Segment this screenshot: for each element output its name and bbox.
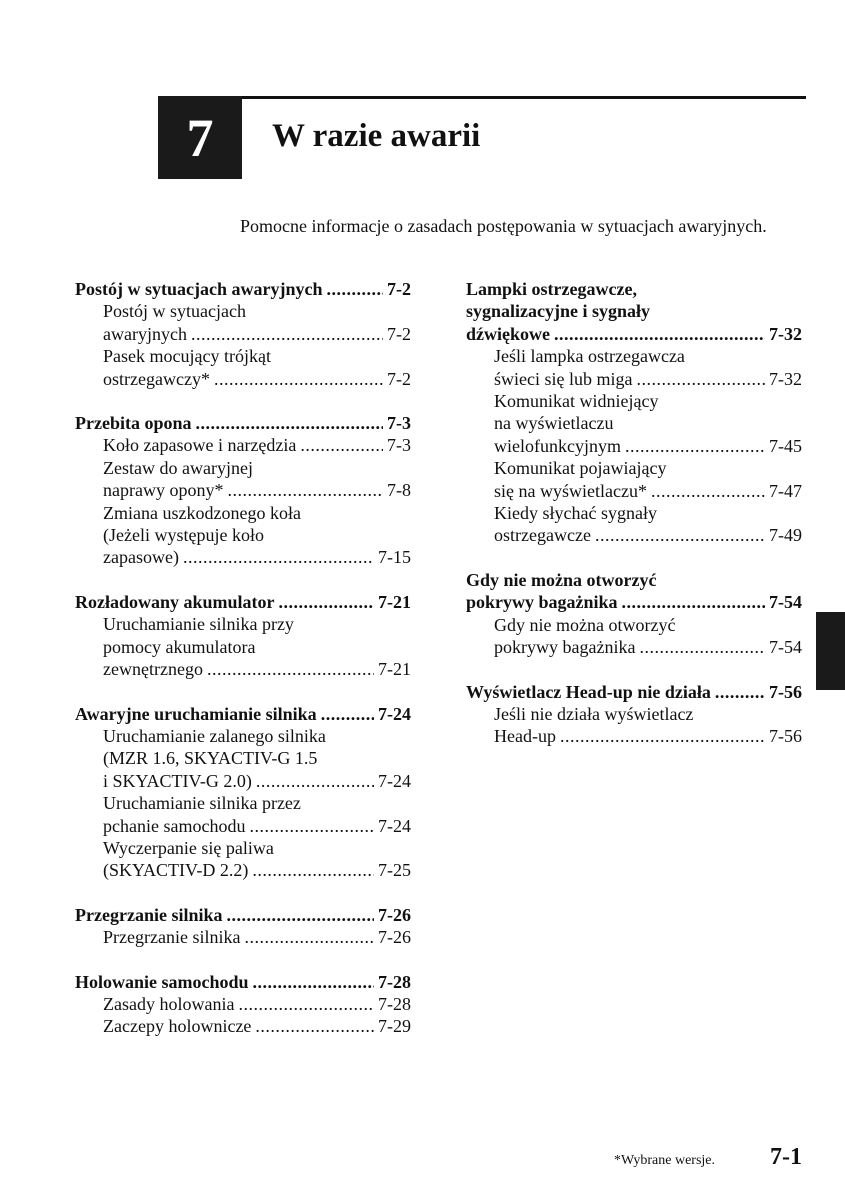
toc-heading-text: Holowanie samochodu [75,971,249,992]
toc-section [75,591,411,681]
toc-page-ref: 7-3 [387,435,411,456]
toc-entry-text: pokrywy bagażnika [494,637,636,658]
toc-section-heading [466,300,802,322]
toc-entry-text: Gdy nie można otworzyć [494,614,676,635]
toc-entry [75,792,411,814]
toc-section [75,703,411,882]
toc-heading-text: Gdy nie można otworzyć [466,569,657,590]
toc-leader-dots [321,703,374,725]
toc-entry-text: na wyświetlaczu [494,413,614,434]
toc-entry [466,368,802,390]
toc-entry [75,434,411,456]
toc-entry [466,703,802,725]
toc-entry [75,993,411,1015]
toc-entry-text: Zasady holowania [103,993,235,1014]
toc-entry-text: zewnętrznego [103,659,203,680]
toc-entry-text: Uruchamianie silnika przez [103,793,301,814]
toc-entry [466,524,802,546]
toc-page-ref: 7-2 [387,279,411,299]
chapter-header-rule [158,96,806,99]
toc-heading-text: sygnalizacyjne i sygnały [466,301,651,322]
toc-heading-text: Wyświetlacz Head-up nie działa [466,681,711,702]
toc-page-ref: 7-2 [387,368,411,389]
toc-page-ref: 7-54 [769,637,802,658]
toc-page-ref: 7-21 [378,659,411,680]
toc-section-heading [466,569,802,591]
toc-entry-text: pomocy akumulatora [103,636,256,657]
toc-section-heading [466,681,802,703]
toc-page-ref: 7-28 [378,993,411,1014]
toc-entry-text: Jeśli nie działa wyświetlacz [494,703,694,724]
toc-section-heading [75,591,411,613]
toc-entry-text: awaryjnych [103,323,187,344]
toc-section [466,569,802,659]
toc-entry-text: wielofunkcyjnym [494,435,621,456]
toc-entry [75,368,411,390]
toc-page-ref: 7-2 [387,323,411,344]
toc-section-heading [75,278,411,300]
toc-leader-dots [651,480,765,502]
toc-entry-text: Przegrzanie silnika [103,927,241,948]
toc-entry-text: naprawy opony* [103,480,224,501]
toc-leader-dots [227,479,383,501]
toc-leader-dots [183,546,374,568]
chapter-number-box [158,96,242,179]
toc-page-ref: 7-8 [387,480,411,501]
toc-entry-text: Uruchamianie zalanego silnika [103,725,326,746]
toc-entry [466,480,802,502]
toc-page-ref: 7-25 [378,860,411,881]
toc-leader-dots [253,971,374,993]
chapter-title: W razie awarii [272,118,481,154]
toc-entry-text: Komunikat widniejący [494,391,659,412]
toc-entry-text: Head-up [494,726,556,747]
toc-leader-dots [560,725,765,747]
toc-leader-dots [715,681,765,703]
toc-leader-dots [622,591,765,613]
toc-entry [75,725,411,747]
toc-section [466,681,802,748]
toc-entry-text: ostrzegawczy* [103,368,210,389]
toc-entry [75,770,411,792]
toc-entry-text: Jeśli lampka ostrzegawcza [494,346,685,367]
toc-entry [75,747,411,769]
toc-heading-text: pokrywy bagażnika [466,592,618,613]
toc-page-ref: 7-21 [378,591,411,612]
toc-entry [75,323,411,345]
footnote: *Wybrane wersje. [614,1153,716,1168]
toc-heading-text: dźwiękowe [466,323,550,344]
toc-entry-text: ostrzegawcze [494,525,591,546]
toc-entry [75,658,411,680]
toc-section [75,971,411,1038]
toc-heading-text: Postój w sytuacjach awaryjnych [75,279,323,299]
toc-leader-dots [226,904,374,926]
toc-page-ref: 7-56 [769,726,802,747]
toc-entry [466,390,802,412]
toc-section-heading [466,323,802,345]
toc-entry-text: Koło zapasowe i narzędzia [103,435,297,456]
toc-page-ref: 7-3 [387,413,411,434]
chapter-thumb-tab [816,612,845,690]
toc-page-ref: 7-45 [769,435,802,456]
toc-entry-text: i SKYACTIV-G 2.0) [103,770,252,791]
toc-entry-text: Zestaw do awaryjnej [103,457,253,478]
toc-entry-text: (SKYACTIV-D 2.2) [103,860,249,881]
toc-page-ref: 7-32 [769,368,802,389]
toc-entry-text: zapasowe) [103,547,179,568]
toc-entry [75,502,411,524]
toc-entry [75,546,411,568]
toc-entry [466,636,802,658]
toc-page-ref: 7-24 [378,815,411,836]
toc-leader-dots [244,926,374,948]
toc-leader-dots [238,993,374,1015]
toc-entry-text: (MZR 1.6, SKYACTIV-G 1.5 [103,748,318,769]
toc-leader-dots [214,368,383,390]
toc-heading-text: Awaryjne uruchamianie silnika [75,703,317,724]
toc-section [75,904,411,949]
toc-entry [75,859,411,881]
toc-entry-text: Komunikat pojawiający [494,458,667,479]
toc-leader-dots [625,435,765,457]
toc-heading-text: Rozładowany akumulator [75,591,275,612]
toc-page-ref: 7-26 [378,927,411,948]
toc-entry [466,725,802,747]
toc-leader-dots [554,323,765,345]
toc-page-ref: 7-26 [378,904,411,925]
toc-entry [75,524,411,546]
toc-page-ref: 7-47 [769,480,802,501]
toc-entry [75,345,411,367]
toc-section-heading [75,971,411,993]
toc-leader-dots [639,636,765,658]
chapter-number: 7 [186,107,214,168]
toc-heading-text: Przebita opona [75,413,192,434]
toc-entry [75,815,411,837]
toc-page-ref: 7-54 [769,592,802,613]
toc-entry [75,1015,411,1037]
toc-entry [75,926,411,948]
toc-entry [466,502,802,524]
toc-section-heading [75,412,411,434]
toc-entry-text: świeci się lub miga [494,368,633,389]
toc-right-column [466,278,802,770]
toc-page-ref: 7-32 [769,323,802,344]
chapter-intro: Pomocne informacje o zasadach postępowania w sytuacjach awaryjnych. [240,216,767,236]
toc-entry [75,613,411,635]
toc-page-ref: 7-15 [378,547,411,568]
toc-heading-text: Przegrzanie silnika [75,904,223,925]
toc-section-heading [75,904,411,926]
toc-page-ref: 7-49 [769,525,802,546]
toc-entry [466,614,802,636]
toc-leader-dots [255,1015,374,1037]
toc-entry [75,457,411,479]
toc-leader-dots [300,434,383,456]
toc-leader-dots [279,591,374,613]
toc-page-ref: 7-24 [378,703,411,724]
toc-entry-text: Zaczepy holownicze [103,1016,252,1037]
toc-entry [466,345,802,367]
toc-leader-dots [191,323,383,345]
toc-entry [75,636,411,658]
toc-leader-dots [249,815,374,837]
toc-section-heading [75,703,411,725]
toc-leader-dots [207,658,374,680]
toc-page-ref: 7-24 [378,770,411,791]
toc-leader-dots [595,524,765,546]
toc-entry-text: Postój w sytuacjach [103,301,246,322]
toc-page-ref: 7-56 [769,681,802,702]
toc-entry-text: Kiedy słychać sygnały [494,503,657,524]
toc-entry [466,457,802,479]
toc-entry [75,837,411,859]
toc-leader-dots [636,368,765,390]
toc-left-column [75,278,411,1060]
toc-section [75,412,411,569]
toc-entry-text: pchanie samochodu [103,815,246,836]
toc-leader-dots [196,412,384,434]
toc-section-heading [466,278,802,300]
toc-heading-text: Lampki ostrzegawcze, [466,279,637,299]
toc-entry-text: Uruchamianie silnika przy [103,614,294,635]
toc-page-ref: 7-28 [378,971,411,992]
toc-entry [466,412,802,434]
toc-entry [75,300,411,322]
toc-section [75,278,411,390]
toc-entry-text: Zmiana uszkodzonego koła [103,502,301,523]
toc-entry [75,479,411,501]
toc-entry-text: Wyczerpanie się paliwa [103,837,274,858]
toc-section [466,278,802,547]
toc-entry [466,435,802,457]
toc-entry-text: Pasek mocujący trójkąt [103,346,271,367]
toc-page-ref: 7-29 [378,1016,411,1037]
toc-leader-dots [326,278,383,300]
page-number: 7-1 [770,1144,802,1170]
toc-leader-dots [256,770,374,792]
toc-entry-text: (Jeżeli występuje koło [103,525,264,546]
toc-entry-text: się na wyświetlaczu* [494,480,647,501]
toc-leader-dots [252,859,374,881]
toc-section-heading [466,591,802,613]
